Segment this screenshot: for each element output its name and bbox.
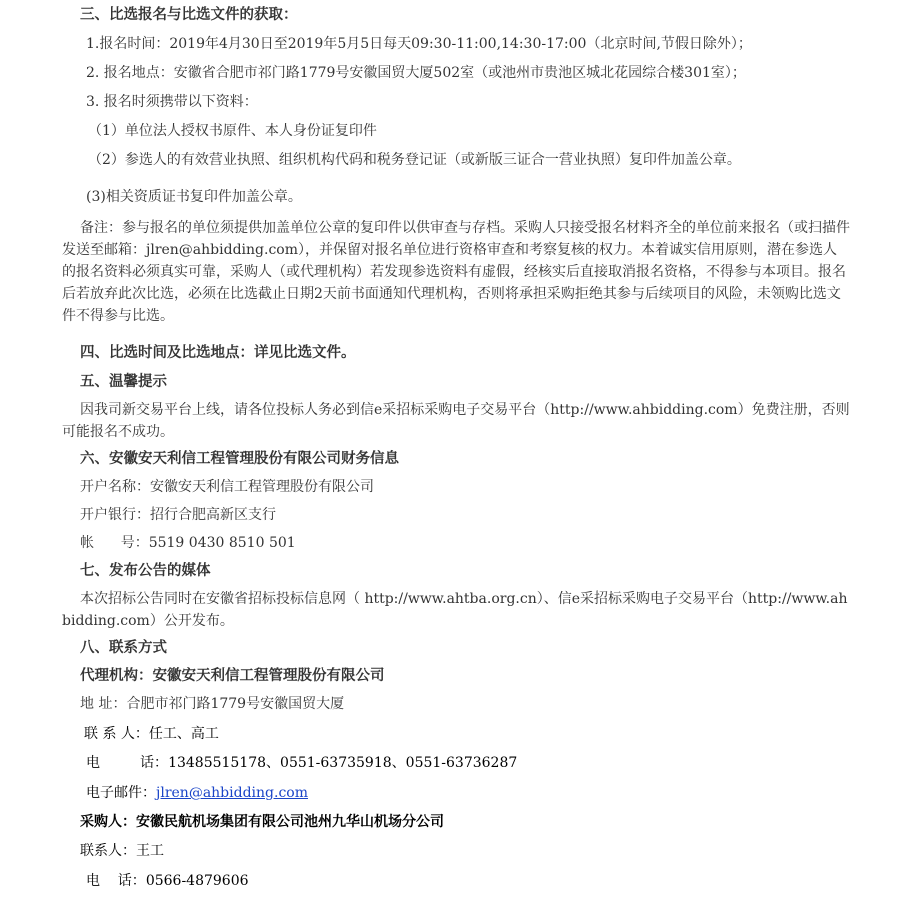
email-line [86, 782, 308, 804]
buyer-line [80, 811, 444, 833]
phone-label: 电 话： [86, 755, 169, 771]
buyer-name: 安徽民航机场集团有限公司池州九华山机场分公司 [136, 814, 444, 830]
section7-heading: 七、发布公告的媒体 [80, 563, 211, 579]
registration-note: 备注：参与报名的单位须提供加盖单位公章的复印件以供审查与存档。采购人只接受报名材料齐全的单位前来报名（或扫描件发送至邮箱：jlren@ahbidding.com），并保留对报名单位进行资格审查和考察复核的权力。本着诚实信用原则，潜在参选人的报名资料必须真实可靠，采购人（或代理机构）若发现参选资料有虚假，经核实后直接取消报名资格，不得参与本项目。报名后若放弃此次比选，必须在比选截止日期2天前书面通知代理机构，否则将承担采购拒绝其参与后续项目的风险，未领购比选文件不得参与比选。 [62, 220, 850, 324]
material-item-3: (3)相关资质证书复印件加盖公章。 [86, 189, 302, 205]
email-label: 电子邮件： [86, 785, 156, 801]
material-item-2: （2）参选人的有效营业执照、组织机构代码和税务登记证（或新版三证合一营业执照）复印件加盖公章。 [88, 152, 741, 168]
section8-heading: 八、联系方式 [80, 640, 167, 656]
agency-name: 安徽安天利信工程管理股份有限公司 [152, 668, 385, 684]
phone-line [86, 752, 517, 774]
registration-place: 2. 报名地点：安徽省合肥市祁门路1779号安徽国贸大厦502室（或池州市贵池区城北花园综合楼301室）； [86, 65, 746, 81]
required-materials: 3. 报名时须携带以下资料： [86, 94, 258, 110]
section3-heading: 三、比选报名与比选文件的获取： [80, 7, 298, 23]
section4-heading: 四、比选时间及比选地点：详见比选文件。 [80, 345, 356, 361]
media-text: 本次招标公告同时在安徽省招标投标信息网（ http://www.ahtba.org.cn）、信e采招标采购电子交易平台（http://www.ahbidding.com）公开发布。 [62, 591, 848, 629]
buyer-phone-line [86, 870, 249, 892]
platform-tip: 因我司新交易平台上线，请各位投标人务必到信e采招标采购电子交易平台（http://www.ahbidding.com）免费注册，否则可能报名不成功。 [62, 402, 850, 440]
buyer-phone-label: 电 话： [86, 873, 146, 889]
email-link[interactable]: jlren@ahbidding.com [156, 785, 308, 801]
agency-address: 地 址：合肥市祁门路1779号安徽国贸大厦 [80, 696, 345, 712]
phone-numbers: 13485515178、0551-63735918、0551-63736287 [168, 755, 518, 771]
account-number: 5519 0430 8510 501 [148, 535, 296, 551]
contact-line [84, 723, 219, 745]
section6-heading: 六、安徽安天利信工程管理股份有限公司财务信息 [80, 451, 399, 467]
agency-line [80, 665, 385, 687]
agency-label: 代理机构： [80, 668, 153, 684]
section5-heading: 五、温馨提示 [80, 374, 167, 390]
account-number-line [80, 532, 296, 554]
bank-name: 开户银行：招行合肥高新区支行 [80, 507, 276, 523]
contact-names: 任工、高工 [148, 726, 219, 742]
contact-label: 联 系 人： [84, 726, 149, 742]
buyer-label: 采购人： [80, 814, 136, 830]
registration-time: 1.报名时间：2019年4月30日至2019年5月5日每天09:30-11:00,14:30-17:00（北京时间,节假日除外）； [86, 36, 752, 52]
account-name: 开户名称：安徽安天利信工程管理股份有限公司 [80, 479, 374, 495]
material-item-1: （1）单位法人授权书原件、本人身份证复印件 [88, 123, 377, 139]
account-number-label: 帐 号： [80, 535, 149, 551]
buyer-contact: 联系人：王工 [80, 843, 164, 859]
buyer-phone: 0566-4879606 [145, 873, 249, 889]
